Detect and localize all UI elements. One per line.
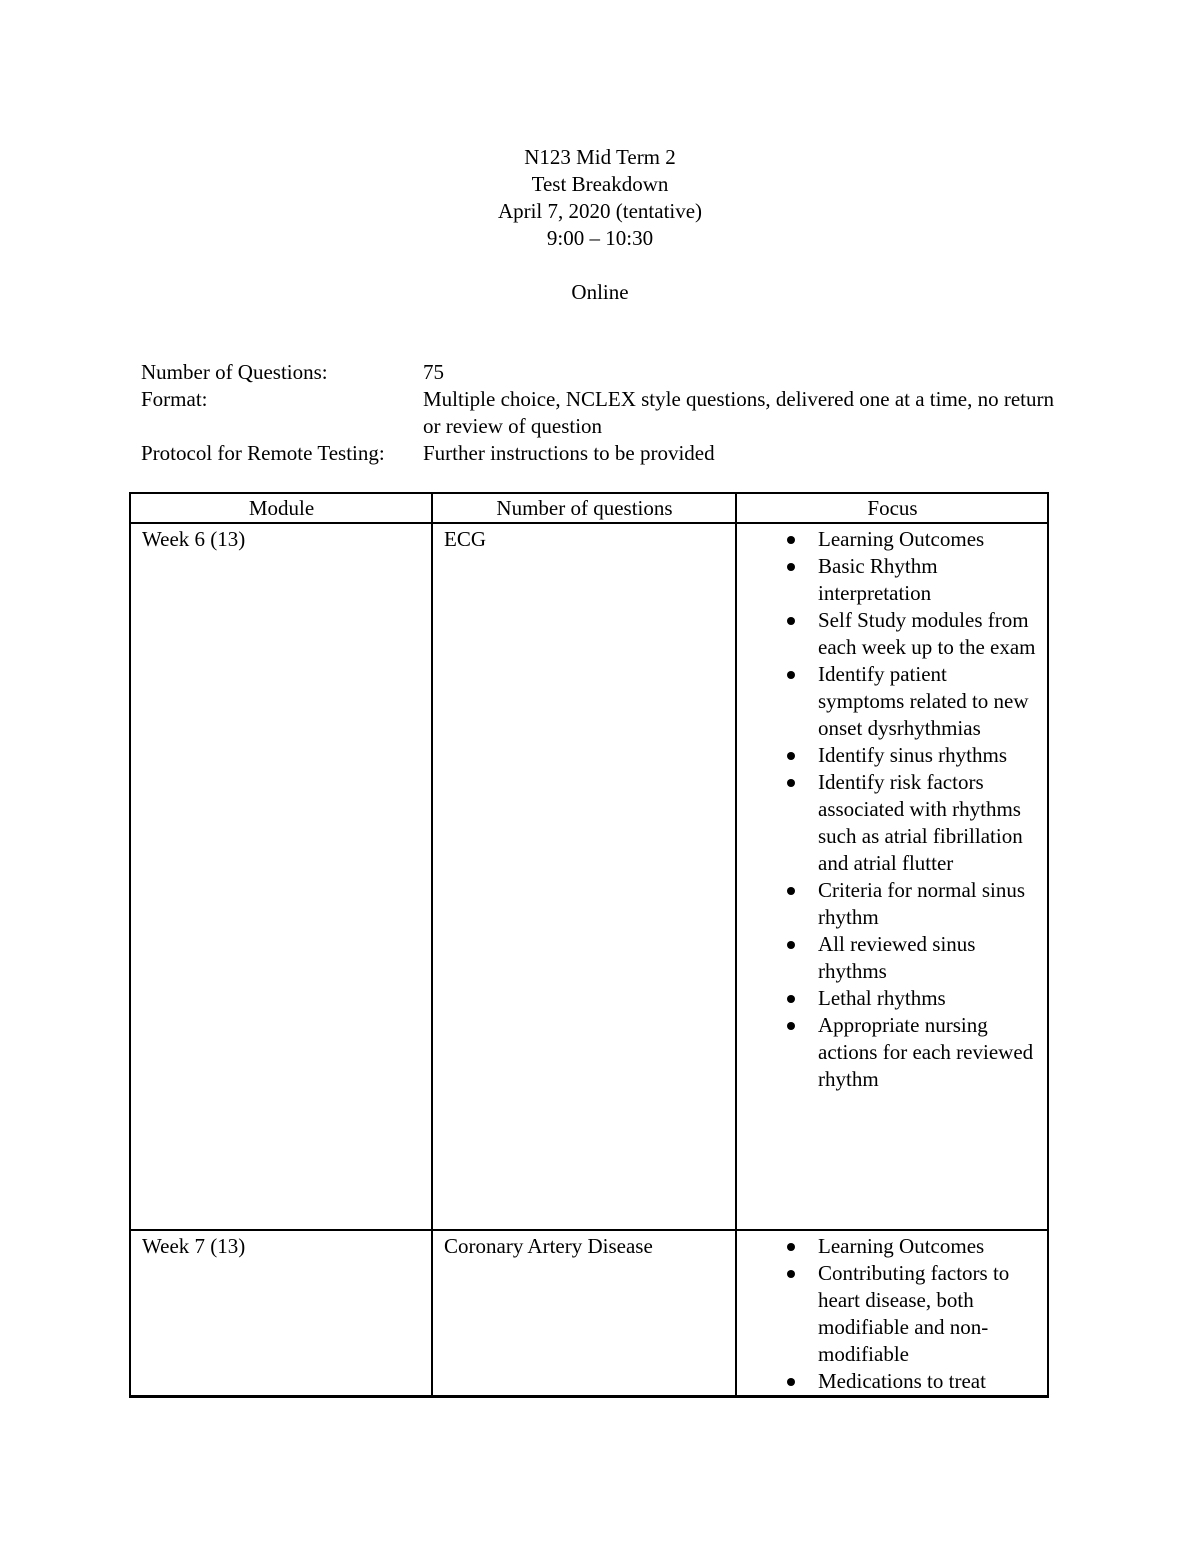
focus-item: All reviewed sinus rhythms bbox=[818, 931, 1037, 985]
bullet-icon bbox=[787, 941, 795, 949]
module-cell: Week 6 (13) bbox=[130, 523, 432, 1230]
table-row bbox=[130, 523, 1048, 1230]
bullet-icon bbox=[787, 617, 795, 625]
focus-item: Identify risk factors associated with rhythms such as atrial fibrillation and atrial flutter bbox=[818, 769, 1037, 877]
topic-cell: Coronary Artery Disease bbox=[432, 1230, 736, 1397]
module-cell: Week 7 (13) bbox=[130, 1230, 432, 1397]
breakdown-table bbox=[129, 492, 1049, 1398]
exam-location: Online bbox=[571, 280, 629, 304]
topic-cell: ECG bbox=[432, 523, 736, 1230]
focus-list bbox=[748, 526, 1037, 1093]
bullet-icon bbox=[787, 779, 795, 787]
focus-item: Medications to treat bbox=[818, 1368, 1037, 1395]
focus-item: Learning Outcomes bbox=[818, 526, 1037, 553]
focus-item: Identify sinus rhythms bbox=[818, 742, 1037, 769]
format-value: Multiple choice, NCLEX style questions, delivered one at a time, no return or review of question bbox=[423, 387, 1055, 438]
bullet-icon bbox=[787, 671, 795, 679]
bullet-icon bbox=[787, 1022, 795, 1030]
header-focus: Focus bbox=[736, 493, 1048, 523]
focus-cell bbox=[736, 1230, 1048, 1397]
bullet-icon bbox=[787, 536, 795, 544]
header-module: Module bbox=[130, 493, 432, 523]
spacer bbox=[0, 252, 1200, 279]
bullet-icon bbox=[787, 995, 795, 1003]
bullet-icon bbox=[787, 752, 795, 760]
bullet-icon bbox=[787, 1243, 795, 1251]
questions-value: 75 bbox=[423, 360, 444, 384]
bullet-icon bbox=[787, 1270, 795, 1278]
focus-item: Criteria for normal sinus rhythm bbox=[818, 877, 1037, 931]
format-row bbox=[141, 386, 1061, 440]
table-header-row bbox=[130, 493, 1048, 523]
exam-date: April 7, 2020 (tentative) bbox=[497, 199, 703, 223]
focus-item: Basic Rhythm interpretation bbox=[818, 553, 1037, 607]
focus-cell bbox=[736, 523, 1048, 1230]
document-subtitle: Test Breakdown bbox=[531, 172, 669, 196]
questions-label: Number of Questions: bbox=[141, 360, 328, 384]
focus-item: Identify patient symptoms related to new onset dysrhythmias bbox=[818, 661, 1037, 742]
focus-item: Lethal rhythms bbox=[818, 985, 1037, 1012]
exam-info bbox=[141, 359, 1061, 467]
document-header bbox=[0, 144, 1200, 306]
bullet-icon bbox=[787, 563, 795, 571]
header-number-of-questions: Number of questions bbox=[432, 493, 736, 523]
focus-list bbox=[748, 1233, 1037, 1395]
focus-item: Contributing factors to heart disease, both modifiable and non-modifiable bbox=[818, 1260, 1037, 1368]
focus-item: Learning Outcomes bbox=[818, 1233, 1037, 1260]
questions-row bbox=[141, 359, 1061, 386]
protocol-row bbox=[141, 440, 1061, 467]
format-label: Format: bbox=[141, 387, 208, 411]
bullet-icon bbox=[787, 887, 795, 895]
exam-time: 9:00 – 10:30 bbox=[546, 226, 654, 250]
focus-item: Appropriate nursing actions for each reviewed rhythm bbox=[818, 1012, 1037, 1093]
bullet-icon bbox=[787, 1378, 795, 1386]
protocol-label: Protocol for Remote Testing: bbox=[141, 441, 385, 465]
focus-item: Self Study modules from each week up to the exam bbox=[818, 607, 1037, 661]
table-row bbox=[130, 1230, 1048, 1397]
course-title: N123 Mid Term 2 bbox=[524, 145, 676, 169]
protocol-value: Further instructions to be provided bbox=[423, 441, 715, 465]
